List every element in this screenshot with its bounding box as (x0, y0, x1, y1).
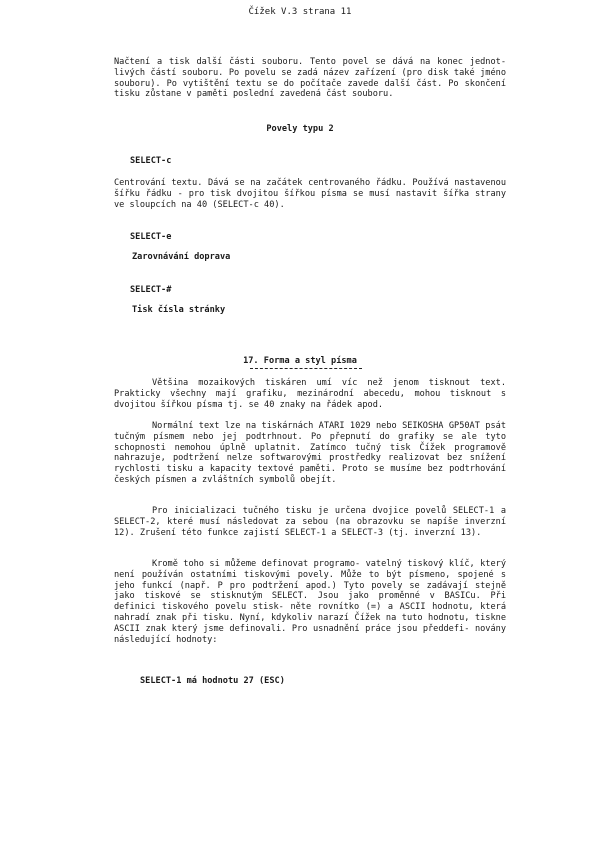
section-heading: 17. Forma a styl písma (243, 356, 357, 366)
type2-heading: Povely typu 2 (266, 124, 334, 134)
select-hash-label: SELECT-# (130, 285, 172, 295)
select-e-label: SELECT-e (130, 232, 172, 242)
intro-paragraph: Načtení a tisk další části souboru. Tento povel se dává na konec jednot- livých částí souboru. Po povelu se zadá název zařízení (pro disk také jméno souboru). Po vytištění textu se do počítače zavede další část. Po skončení tisku zůstane v paměti poslední zavedená část souboru. (114, 57, 506, 100)
select-e-description: Zarovnávání doprava (132, 252, 231, 262)
paragraph-4: Kromě toho si můžeme definovat programo- vatelný tiskový klíč, který není používán ostatními tiskovými povely. Může to být písmeno, spojené s jeho funkcí (např. P pro podtržení apod.) Tyto povely se zadávají stejně jako tiskové se stisknutým SELECT. Jsou jako proměnné v BASICu. Při definici tiskového povelu stisk- něte rovnítko (=) a ASCII hodnotu, která nahradí znak při tisku. Nyní, kdykoliv narazí Čížek na tuto hodnotu, tiskne ASCII znak který jsme definovali. Pro usnadnění práce jsou předdefi- novány následující hodnoty: (114, 559, 506, 645)
page-header: Čížek V.3 strana 11 (248, 7, 352, 17)
select-c-description: Centrování textu. Dává se na začátek centrovaného řádku. Používá nastavenou šířku řádku - pro tisk dvojitou šířkou písma se musí nastavit šířka strany ve sloupcích na 40 (SELECT-c 40). (114, 178, 506, 210)
select-hash-description: Tisk čísla stránky (132, 305, 226, 315)
section-underline (250, 368, 362, 369)
select-1-value: SELECT-1 má hodnotu 27 (ESC) (140, 676, 285, 686)
paragraph-3: Pro inicializaci tučného tisku je určena dvojice povelů SELECT-1 a SELECT-2, které musí následovat za sebou (na obrazovku se napíše inverzní 12). Zrušení této funkce zajistí SELECT-1 a SELECT-3 (tj. inverzní 13). (114, 506, 506, 538)
select-c-label: SELECT-c (130, 156, 172, 166)
paragraph-1: Většina mozaikových tiskáren umí víc než jenom tisknout text. Prakticky všechny mají grafiku, mezinárodní abecedu, mohou tisknout s dvojitou šířkou písma tj. se 40 znaky na řádek apod. (114, 378, 506, 410)
paragraph-2: Normální text lze na tiskárnách ATARI 1029 nebo SEIKOSHA GP50AT psát tučným písmem nebo jej podtrhnout. Po přepnutí do grafiky se ale tyto schopnosti nemohou úplně uplatnit. Zatímco tučný tisk Čížek programově nahrazuje, podtržení nelze softwarovými prostředky realizovat bez snížení rychlosti tisku a kapacity textové paměti. Proto se musíme bez podtrhování českých písmen a zvláštních symbolů obejít. (114, 421, 506, 485)
